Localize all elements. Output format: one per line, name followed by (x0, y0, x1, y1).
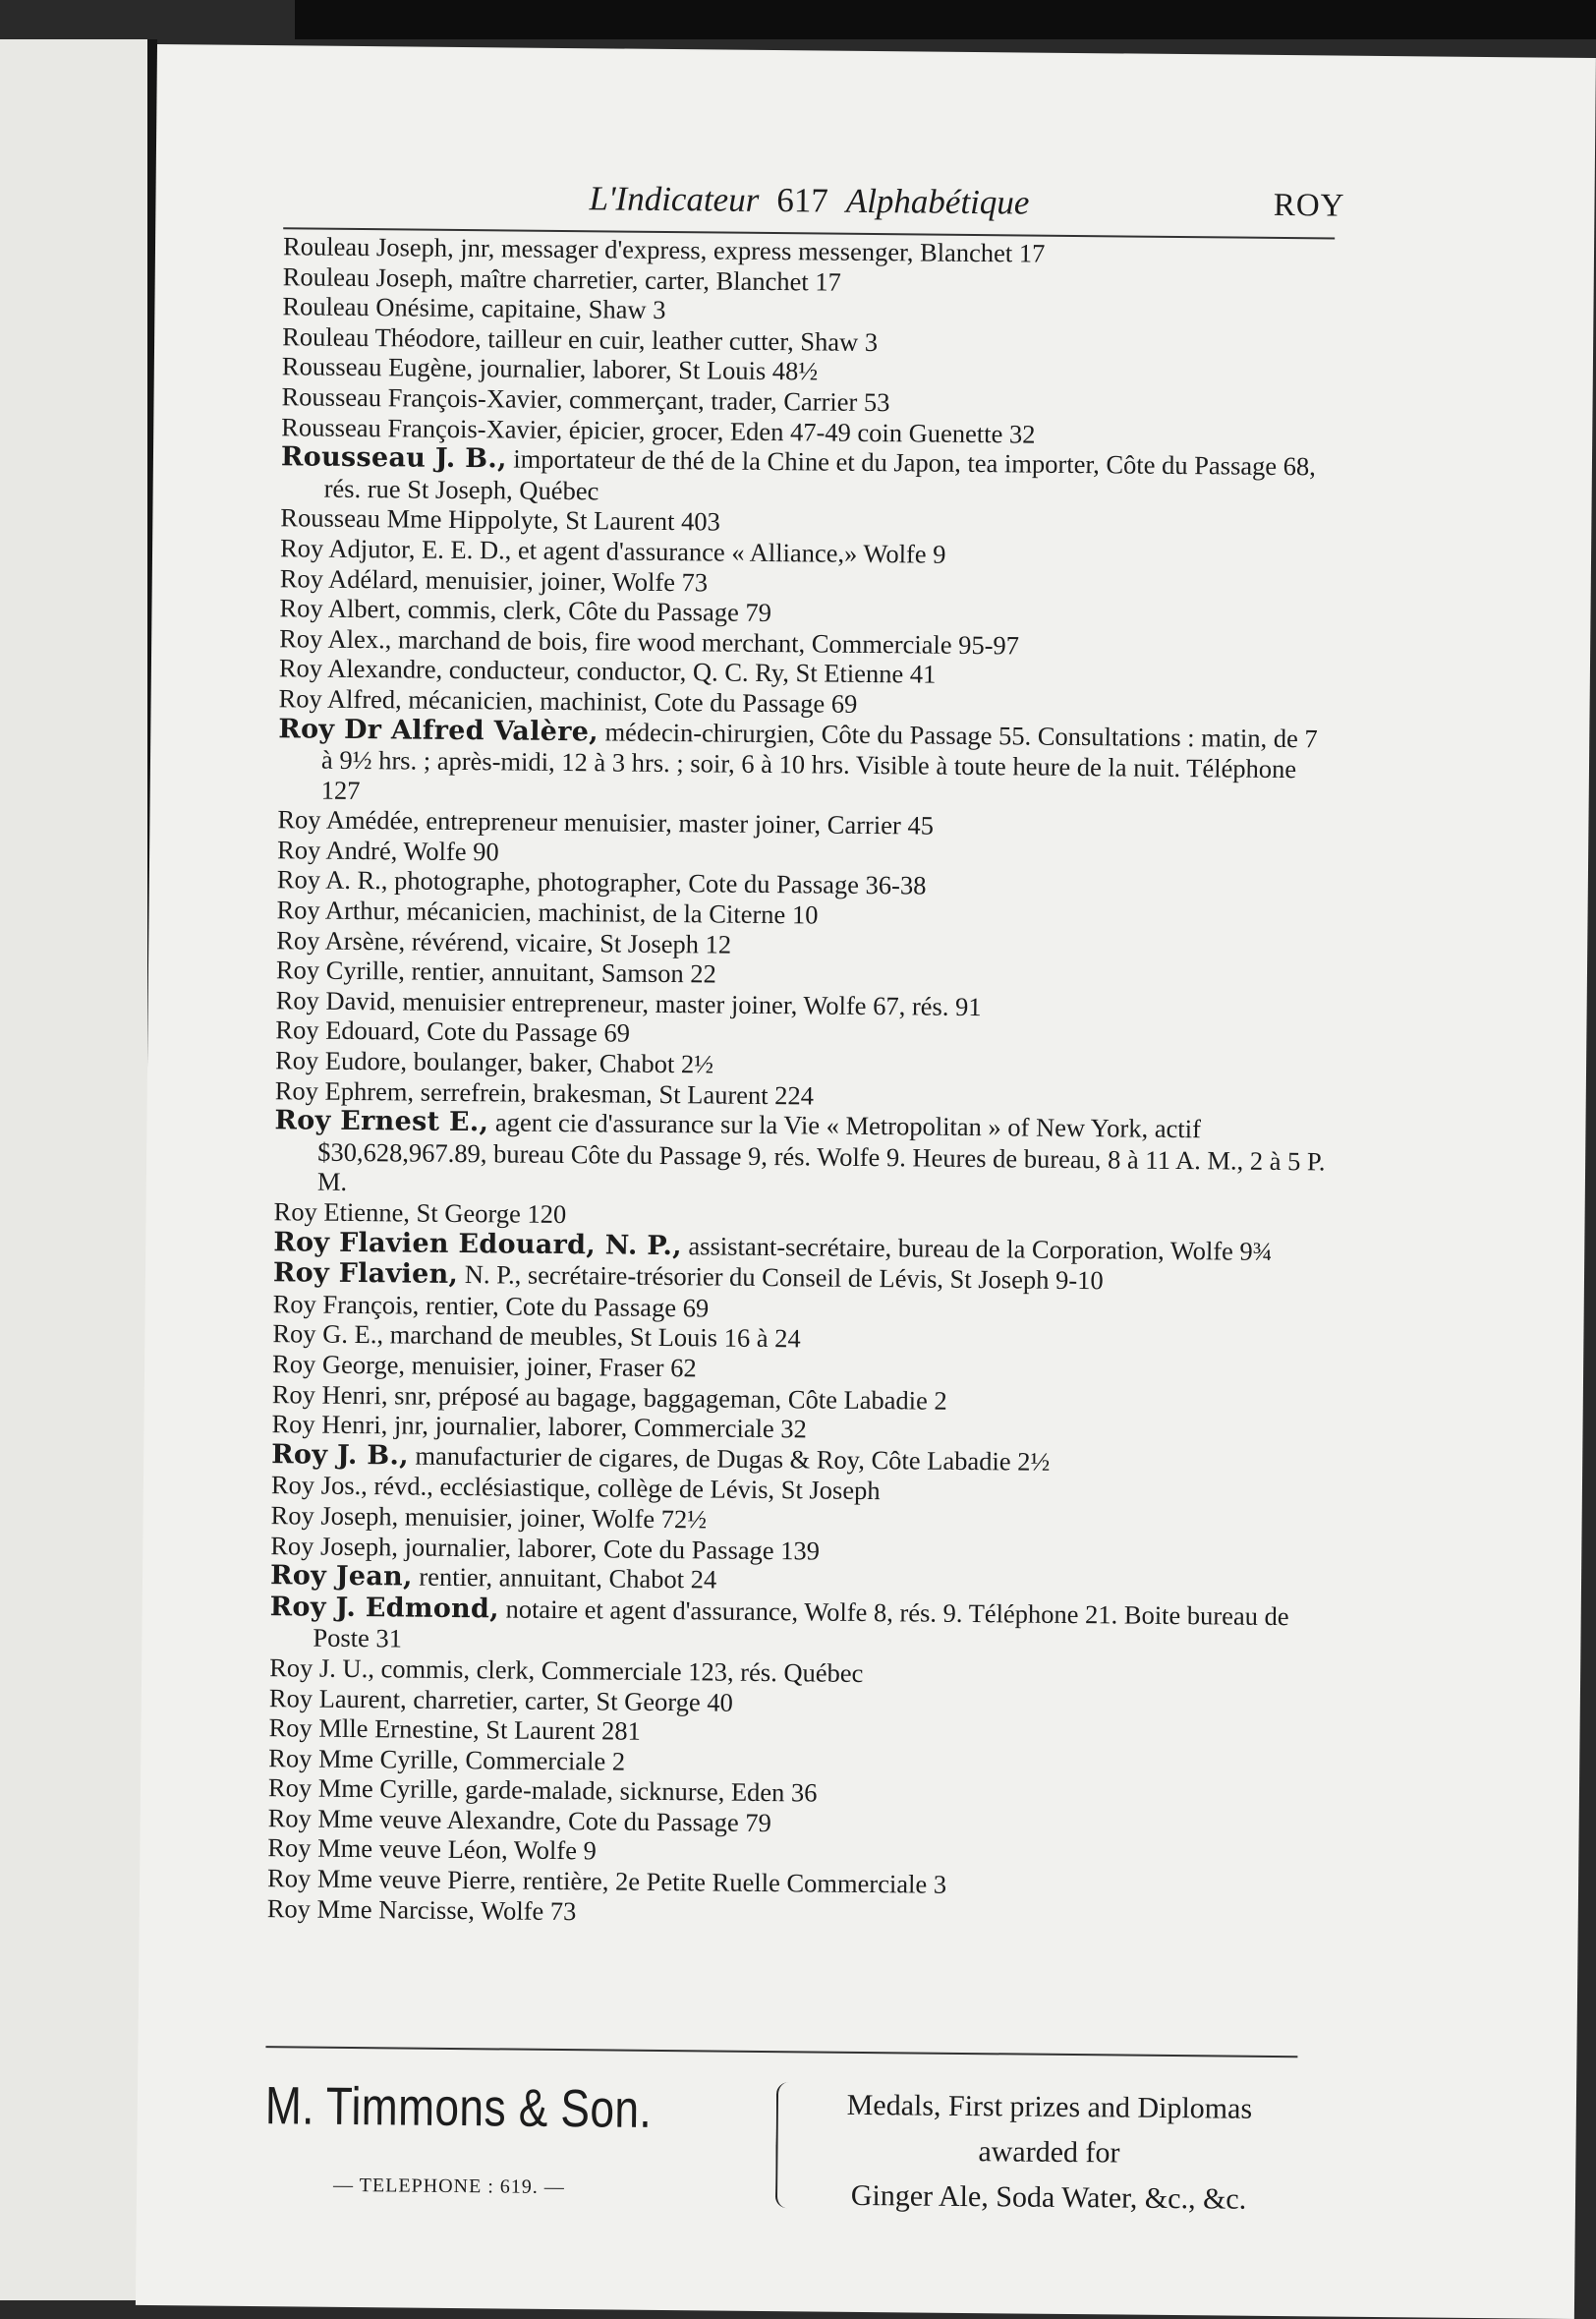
ad-brace (775, 2082, 792, 2208)
entry-name: Roy Ernest E., (274, 1105, 489, 1138)
directory-page (136, 44, 1596, 2319)
entry-text: Roy Mme Narcisse, Wolfe 73 (266, 1892, 577, 1926)
entry-text: Roy André, Wolfe 90 (276, 835, 499, 867)
directory-entry (281, 441, 1334, 512)
ad-line-1: Medals, First prizes and Diplomas (846, 2088, 1253, 2125)
entry-name: Roy Jean, (269, 1560, 413, 1593)
entry-text: Roy Laurent, charretier, carter, St George 40 (268, 1682, 733, 1717)
entry-text: Roy George, menuisier, joiner, Fraser 62 (271, 1349, 697, 1383)
directory-entry (269, 1592, 1322, 1662)
ad-telephone: — TELEPHONE : 619. — (332, 2174, 565, 2199)
entry-text: Roy Ephrem, serrefrein, brakesman, St Laurent 224 (274, 1074, 815, 1111)
entry-text: Roy Mme veuve Léon, Wolfe 9 (267, 1832, 597, 1866)
entry-text: Roy Edouard, Cote du Passage 69 (275, 1015, 631, 1049)
entry-text: Roy Jos., révd., ecclésiastique, collège de Lévis, St Joseph (270, 1470, 881, 1506)
entry-text: Roy J. U., commis, clerk, Commerciale 123, rés. Québec (269, 1652, 864, 1688)
entry-text: Roy Mme veuve Pierre, rentière, 2e Petite Ruelle Commerciale 3 (266, 1863, 947, 1899)
entry-text: Roy François, rentier, Cote du Passage 69 (272, 1288, 710, 1323)
entry-text: Roy Mme Cyrille, Commerciale 2 (268, 1742, 626, 1776)
entry-text: Roy Adjutor, E. E. D., et agent d'assurance « Alliance,» Wolfe 9 (279, 533, 946, 569)
entry-text: rentier, annuitant, Chabot 24 (412, 1561, 717, 1594)
entry-text: assistant-secrétaire, bureau de la Corporation, Wolfe 9¾ (681, 1230, 1273, 1266)
directory-entry (274, 1105, 1327, 1206)
entry-name: Roy Flavien, (272, 1257, 459, 1291)
running-head-left: L'Indicateur (589, 179, 760, 219)
entry-text: Rouleau Théodore, tailleur en cuir, leather cutter, Shaw 3 (282, 321, 879, 357)
entry-name: Roy J. Edmond, (269, 1591, 500, 1625)
entry-text: Roy Henri, snr, préposé au bagage, baggageman, Côte Labadie 2 (271, 1378, 947, 1416)
entry-text: Rouleau Onésime, capitaine, Shaw 3 (282, 291, 666, 325)
entry-name: Roy Dr Alfred Valère, (278, 713, 599, 747)
entry-text: Roy Cyrille, rentier, annuitant, Samson 22 (275, 955, 716, 989)
ad-company-name: M. Timmons & Son. (264, 2076, 653, 2139)
entry-text: Roy Eudore, boulanger, baker, Chabot 2½ (274, 1045, 714, 1079)
directory-entries (267, 231, 1335, 1933)
directory-entry (278, 714, 1331, 815)
entry-text: Roy A. R., photographe, photographer, Cote du Passage 36-38 (276, 864, 927, 901)
entry-text: Rouleau Joseph, maître charretier, carter, Blanchet 17 (282, 261, 841, 297)
entry-text: Roy Alexandre, conducteur, conductor, Q. C. Ry, St Etienne 41 (278, 653, 937, 689)
entry-text: agent cie d'assurance sur la Vie « Metropolitan » of New York, actif $30,628,967.89, bureau Côte du Passage 9, rés. Wolfe 9. Heures de bureau, 8 à 11 A. M., 2 à 5 P. M. (316, 1107, 1326, 1197)
entry-text: médecin-chirurgien, Côte du Passage 55. Consultations : matin, de 7 à 9½ hrs. ; après-midi, 12 à 3 hrs. ; soir, 6 à 10 hrs. Visible à toute heure de la nuit. Téléphone 127 (320, 716, 1318, 805)
entry-text: Roy Albert, commis, clerk, Côte du Passage 79 (279, 593, 772, 628)
entry-text: Rousseau François-Xavier, épicier, grocer, Eden 47-49 coin Guenette 32 (281, 411, 1036, 449)
entry-text: N. P., secrétaire-trésorier du Conseil de Lévis, St Joseph 9-10 (458, 1259, 1104, 1296)
entry-text: Roy Mlle Ernestine, St Laurent 281 (268, 1712, 642, 1746)
entry-text: Rousseau Eugène, journalier, laborer, St Louis 48½ (281, 351, 819, 386)
entry-text: Roy Alfred, mécanicien, machinist, Cote du Passage 69 (278, 683, 858, 719)
ad-line-2: awarded for (978, 2135, 1120, 2170)
running-head-keyword: ROY (1273, 187, 1345, 224)
entry-text: manufacturier de cigares, de Dugas & Roy, Côte Labadie 2½ (408, 1440, 1051, 1477)
page-number: 617 (776, 181, 829, 220)
entry-text: Rouleau Joseph, jnr, messager d'express, express messenger, Blanchet 17 (282, 231, 1046, 268)
entry-text: Roy Arsène, révérend, vicaire, St Joseph 12 (276, 924, 732, 959)
entry-name: Roy J. B., (271, 1438, 410, 1472)
entry-text: Roy G. E., marchand de meubles, St Louis 16 à 24 (272, 1318, 801, 1354)
entry-text: Roy David, menuisier entrepreneur, master joiner, Wolfe 67, rés. 91 (275, 985, 982, 1021)
entry-text: Roy Henri, jnr, journalier, laborer, Commerciale 32 (271, 1409, 807, 1444)
advertisement (264, 2046, 1298, 2234)
entry-text: Roy Mme veuve Alexandre, Cote du Passage 79 (267, 1803, 772, 1837)
running-head-right: Alphabétique (845, 181, 1030, 222)
entry-text: Roy Adélard, menuisier, joiner, Wolfe 73 (279, 562, 709, 597)
page-content (264, 168, 1345, 2216)
entry-text: Roy Mme Cyrille, garde-malade, sicknurse, Eden 36 (267, 1772, 818, 1808)
entry-text: Roy Etienne, St George 120 (273, 1196, 567, 1230)
ad-claims (803, 2082, 1295, 2223)
entry-name: Rousseau J. B., (280, 441, 507, 475)
entry-text: importateur de thé de la Chine et du Japon, tea importer, Côte du Passage 68, rés. rue St Joseph, Québec (323, 443, 1317, 506)
page-top-edge (295, 0, 1596, 39)
running-head (283, 168, 1345, 239)
entry-text: Rousseau François-Xavier, commerçant, trader, Carrier 53 (281, 381, 890, 418)
entry-text: Roy Amédée, entrepreneur menuisier, master joiner, Carrier 45 (277, 804, 935, 841)
entry-text: notaire et agent d'assurance, Wolfe 8, rés. 9. Téléphone 21. Boite bureau de Poste 31 (313, 1594, 1289, 1653)
entry-text: Roy Alex., marchand de bois, fire wood merchant, Commerciale 95-97 (279, 622, 1020, 661)
entry-text: Roy Arthur, mécanicien, machinist, de la Citerne 10 (276, 895, 819, 930)
entry-name: Roy Flavien Edouard, N. P., (273, 1226, 683, 1261)
ad-line-3: Ginger Ale, Soda Water, &c., &c. (850, 2178, 1247, 2216)
facing-page-edge (0, 39, 157, 2300)
running-head-title (283, 176, 1335, 225)
entry-text: Rousseau Mme Hippolyte, St Laurent 403 (280, 502, 721, 537)
entry-text: Roy Joseph, journalier, laborer, Cote du Passage 139 (270, 1530, 821, 1566)
entry-text: Roy Joseph, menuisier, joiner, Wolfe 72½ (270, 1500, 708, 1535)
